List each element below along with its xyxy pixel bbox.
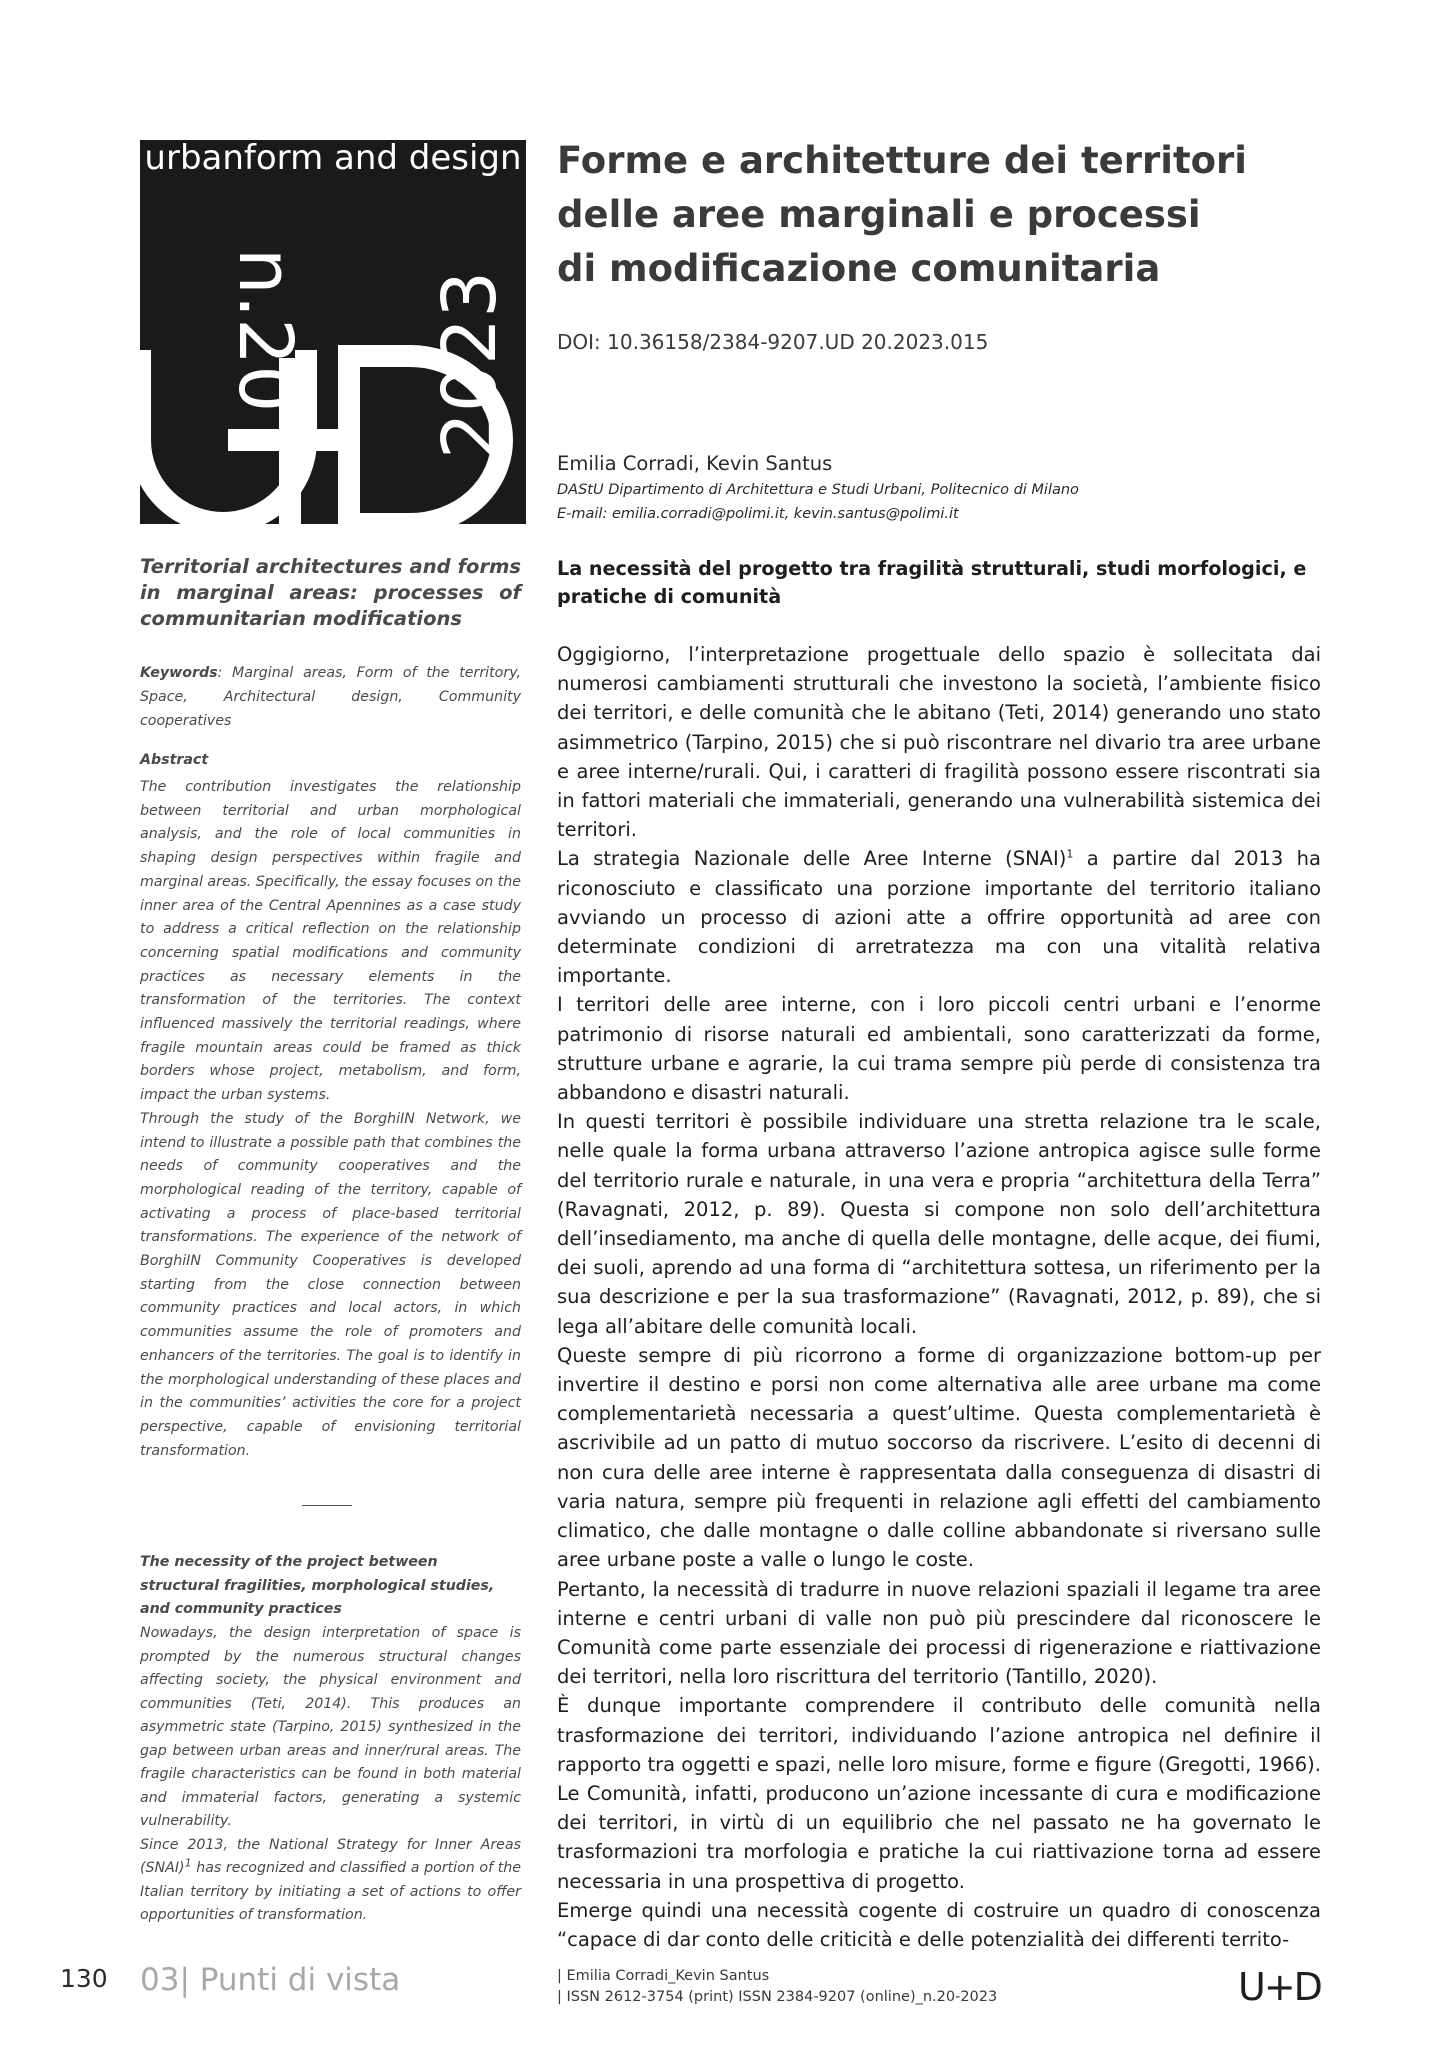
footer-logo: U+D (1238, 1965, 1321, 2009)
body-paragraph (557, 844, 1321, 990)
footnote-ref[interactable]: 1 (1066, 847, 1074, 861)
section-heading: La necessità del progetto tra fragilità strutturali, studi morfologici, e pratiche di comunità (557, 557, 1307, 608)
affiliation: DAStU Dipartimento di Architettura e Studi Urbani, Politecnico di Milano (557, 482, 1079, 498)
text-run: a partire dal 2013 ha riconosciuto e classificato una porzione importante del territorio italiano avviando un processo di azioni atte a offrire opportunità ad aree con determinate condizioni di arretratezza ma con una vitalità relativa importante. (557, 847, 1321, 988)
article-body (557, 640, 1321, 1954)
abstract-paragraph: Through the study of the BorghiIN Network, we intend to illustrate a possible path that combines the needs of community cooperatives and the morphological reading of the territory, capable of activating a process of place-based territorial transformations. The experience of the network of BorghiIN Community Cooperatives is developed starting from the close connection between community practices and local actors, in which communities assume the role of promoters and enhancers of the territories. The goal is to identify in the morphological understanding of these places and in the communities’ activities the core for a project perspective, capable of envisioning territorial transformation. (140, 1110, 521, 1459)
page-number: 130 (60, 1964, 108, 1993)
abstract (140, 776, 521, 1463)
abstract-paragraph: The contribution investigates the relationship between territorial and urban morphological analysis, and the role of local communities in shaping design perspectives within fragile and marginal areas. Specifically, the essay focuses on the inner area of the Central Apennines as a case study to address a critical reflection on the relationship concerning spatial modifications and community practices as necessary elements in the transformation of the territories. The context influenced massively the territorial readings, where fragile mountain areas could be framed as thick borders whose project, metabolism, and form, impact the urban systems. (140, 779, 521, 1104)
keywords-text: : Marginal areas, Form of the territory, Space, Architectural design, Community cooperatives (140, 665, 521, 729)
english-paragraph (140, 1834, 521, 1928)
authors: Emilia Corradi, Kevin Santus (557, 452, 833, 475)
author-email[interactable]: E-mail: emilia.corradi@polimi.it, kevin.santus@polimi.it (557, 506, 959, 522)
footer-authors: | Emilia Corradi_Kevin Santus (557, 1968, 770, 1984)
text-run: has recognized and classified a portion of the Italian territory by initiating a set of actions to offer opportunities of transformation. (140, 1860, 521, 1923)
english-paragraph: Nowadays, the design interpretation of space is prompted by the numerous structural changes affecting society, the physical environment and communities (Teti, 2014). This produces an asymmetric state (Tarpino, 2015) synthesized in the gap between urban areas and inner/rural areas. The fragile characteristics can be found in both material and immaterial factors, generating a systemic vulnerability. (140, 1625, 521, 1829)
text-run: La strategia Nazionale delle Aree Interne (SNAI) (557, 847, 1067, 871)
body-paragraph: Queste sempre di più ricorrono a forme di organizzazione bottom-up per invertire il destino e porsi non come alternativa alle aree urbane ma come complementarietà necessaria a quest’ultime. Questa complementarietà è ascrivibile ad un patto di mutuo soccorso da riscrivere. L’esito di decenni di non cura delle aree interne è rappresentata dalla conseguenza di disastri di varia natura, sempre più frequenti in relazione agli effetti del cambiamento climatico, che dalle montagne o dalle colline abbandonate si riversano sulle aree urbane poste a valle o lungo le coste. (557, 1343, 1321, 1572)
english-section-body (140, 1622, 521, 1928)
title-line: Forme e architetture dei territori (557, 139, 1247, 182)
section-label: 03| Punti di vista (140, 1962, 401, 1998)
journal-name: urbanform and design (144, 140, 522, 178)
title-line: di modificazione comunitaria (557, 247, 1161, 290)
article-title (557, 134, 1357, 296)
english-section-heading: The necessity of the project between structural fragilities, morphological studies, and community practices (140, 1554, 495, 1617)
keywords-label: Keywords (140, 665, 218, 681)
text-run: Since 2013, the National Strategy for Inner Areas (SNAI) (140, 1836, 521, 1876)
issue-number: n.20 (222, 247, 308, 413)
body-paragraph: Emerge quindi una necessità cogente di costruire un quadro di conoscenza “capace di dar conto delle criticità e delle potenzialità dei differenti territo- (557, 1898, 1321, 1951)
keywords (140, 661, 521, 733)
footnote-ref[interactable]: 1 (184, 1856, 192, 1870)
divider (302, 1505, 352, 1506)
body-paragraph: È dunque importante comprendere il contributo delle comunità nella trasformazione dei territori, individuando l’azione antropica nel definire il rapporto tra oggetti e spazi, nelle loro misure, forme e figure (Gregotti, 1966). Le Comunità, infatti, producono un’azione incessante di cura e modificazione dei territori, in virtù di un equilibrio che nel passato ne ha governato le trasformazioni tra morfologia e pratiche la cui riattivazione torna ad essere necessaria in una prospettiva di progetto. (557, 1694, 1321, 1893)
journal-logo (140, 140, 526, 524)
body-paragraph: Pertanto, la necessità di tradurre in nuove relazioni spaziali il legame tra aree interne e centri urbani di valle non può più prescindere dal riconoscere le Comunità come parte essenziale dei processi di rigenerazione e riattivazione dei territori, nella loro riscrittura del territorio (Tantillo, 2020). (557, 1577, 1321, 1689)
title-line: delle aree marginali e processi (557, 193, 1201, 236)
abstract-heading: Abstract (140, 752, 209, 768)
body-paragraph: In questi territori è possibile individuare una stretta relazione tra le scale, nelle quale la forma urbana attraverso l’azione antropica agisce sulle forme del territorio rurale e naturale, in una vera e propria “architettura della Terra” (Ravagnati, 2012, p. 89). Questa si compone non solo dell’architettura dell’insediamento, ma anche di quella delle montagne, delle acque, dei fiumi, dei suoli, aprendo ad una forma di “architettura sottesa, un riferimento per la sua descrizione e per la sua trasformazione” (Ravagnati, 2012, p. 89), che si lega all’abitare delle comunità locali. (557, 1110, 1321, 1338)
body-paragraph: Oggigiorno, l’interpretazione progettuale dello spazio è sollecitata dai numerosi cambiamenti strutturali che investono la società, l’ambiente fisico dei territori, e delle comunità che le abitano (Teti, 2014) generando uno stato asimmetrico (Tarpino, 2015) che si può riscontrare nel divario tra aree urbane e aree interne/rurali. Qui, i caratteri di fragilità possono essere riscontrati sia in fattori materiali che immateriali, generando una vulnerabilità sistemica dei territori. (557, 643, 1321, 842)
footer-issn: | ISSN 2612-3754 (print) ISSN 2384-9207 (online)_n.20-2023 (557, 1989, 998, 2005)
body-paragraph: I territori delle aree interne, con i loro piccoli centri urbani e l’enorme patrimonio di risorse naturali ed ambientali, sono caratterizzati da forme, strutture urbane e agrarie, la cui trama sempre più perde di consistenza tra abbandono e disastri naturali. (557, 993, 1321, 1105)
issue-year: 2023 (427, 270, 513, 460)
doi-link[interactable]: DOI: 10.36158/2384-9207.UD 20.2023.015 (557, 330, 989, 354)
english-title: Territorial architectures and forms in marginal areas: processes of communitarian modifications (140, 555, 521, 630)
